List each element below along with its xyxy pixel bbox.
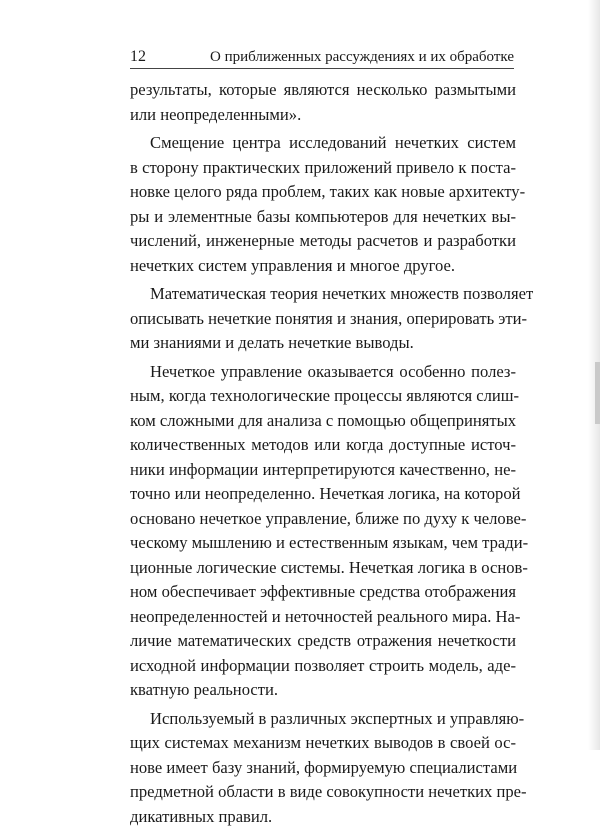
text-line: Используемый в различных экспертных и управляю- [130,707,516,732]
text-line: основано нечеткое управление, ближе по духу к челове- [130,507,516,532]
text-line: кватную реальности. [130,678,516,703]
text-line: ми знаниями и делать нечеткие выводы. [130,331,516,356]
text-line: ным, когда технологические процессы являются слиш- [130,384,516,409]
text-line: ком сложными для анализа с помощью общепринятых [130,409,516,434]
running-title: О приближенных рассуждениях и их обработке [210,47,514,67]
text-line: ционные логические системы. Нечеткая логика в основ- [130,556,516,581]
text-line: количественных методов или когда доступные источ- [130,433,516,458]
running-header [130,46,514,69]
text-line: Математическая теория нечетких множеств позволяет [130,282,516,307]
text-line: новке целого ряда проблем, таких как новые архитекту- [130,180,516,205]
text-line: неопределенностей и неточностей реального мира. На- [130,605,516,630]
text-line: числений, инженерные методы расчетов и разработки [130,229,516,254]
text-line: описывать нечеткие понятия и знания, оперировать эти- [130,307,516,332]
text-line: исходной информации позволяет строить модель, аде- [130,654,516,679]
text-line: личие математических средств отражения нечеткости [130,629,516,654]
body-text [130,78,516,829]
text-line: ры и элементные базы компьютеров для нечетких вы- [130,205,516,230]
text-line: нечетких систем управления и многое другое. [130,254,516,279]
text-line: или неопределенными». [130,103,516,128]
page-number: 12 [130,47,146,67]
text-line: дикативных правил. [130,805,516,829]
text-line: результаты, которые являются несколько размытыми [130,78,516,103]
text-line: Нечеткое управление оказывается особенно полез- [130,360,516,385]
text-line: точно или неопределенно. Нечеткая логика, на которой [130,482,516,507]
text-line: нове имеет базу знаний, формируемую специалистами [130,756,516,781]
text-line: ном обеспечивает эффективные средства отображения [130,580,516,605]
page-edge-mark [595,362,600,424]
text-line: Смещение центра исследований нечетких систем [130,131,516,156]
text-line: ческому мышлению и естественным языкам, чем тради- [130,531,516,556]
text-line: в сторону практических приложений привело к поста- [130,156,516,181]
text-line: щих системах механизм нечетких выводов в своей ос- [130,731,516,756]
text-line: ники информации интерпретируются качественно, не- [130,458,516,483]
text-line: предметной области в виде совокупности нечетких пре- [130,780,516,805]
